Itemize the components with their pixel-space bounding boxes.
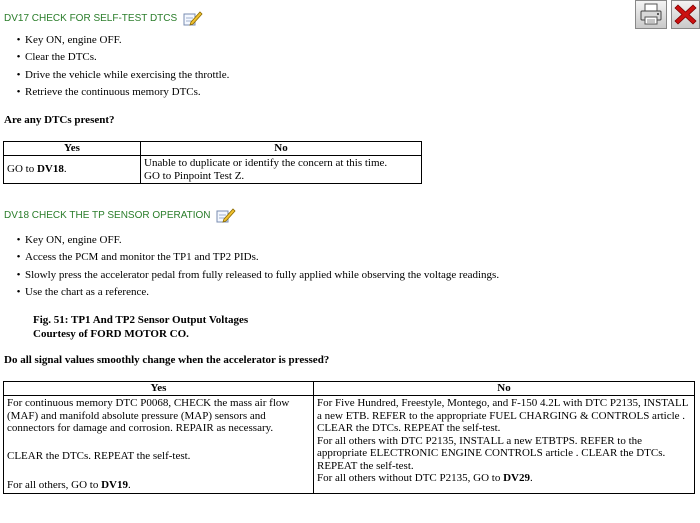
pinpoint-test-link[interactable]: GO to Pinpoint Test Z. (144, 169, 245, 182)
dv18-result-table (3, 381, 695, 494)
dv17-title-text: DV17 CHECK FOR SELF-TEST DTCS (4, 13, 178, 25)
dv18-section-title (4, 207, 236, 224)
close-button[interactable] (671, 0, 700, 29)
pencil-edit-icon[interactable] (183, 10, 203, 27)
table-header-yes: Yes (4, 142, 141, 156)
dv18-link[interactable]: DV18 (36, 163, 64, 176)
figure-caption[interactable]: Fig. 51: TP1 And TP2 Sensor Output Voltages (33, 314, 249, 326)
dv19-link[interactable]: DV19 (101, 479, 128, 491)
dv18-yes-cell: For continuous memory DTC P0068, CHECK the mass air flow (MAF) and manifold absolute pressure (MAP) sensors and connectors for damage and corrosion. REPAIR as necessary. CLEAR the DTCs. REPEAT the self-test. For all others, GO to DV19. (4, 396, 314, 494)
table-row (4, 396, 695, 494)
list-item: • Slowly press the accelerator pedal from fully released to fully applied while observing the voltage readings. (12, 267, 499, 284)
dv18-question: Do all signal values smoothly change when the accelerator is pressed? (4, 354, 330, 366)
list-item: • Key ON, engine OFF. (12, 32, 229, 49)
dv18-no-cell: For Five Hundred, Freestyle, Montego, and F-150 4.2L with DTC P2135, INSTALL a new ETB. REFER to the appropriate FUEL CHARGING & CONTROLS article . CLEAR the DTCs. REPEAT the self-test. For all others with DTC P2135, INSTALL a new ETBTPS. REFER to the appropriate ELECTRONIC ENGINE CONTROLS article . CLEAR the DTCs. REPEAT the self-test. For all others without DTC P2135, GO to DV29. (314, 396, 695, 494)
list-item: • Access the PCM and monitor the TP1 and TP2 PIDs. (12, 249, 499, 266)
dv17-section-title (4, 10, 203, 27)
table-header-no: No (314, 382, 695, 396)
table-header-no: No (141, 142, 422, 156)
printer-icon (636, 1, 666, 28)
table-row (4, 156, 422, 184)
list-item: • Retrieve the continuous memory DTCs. (12, 84, 229, 101)
dv17-question: Are any DTCs present? (4, 114, 115, 126)
pencil-edit-icon[interactable] (216, 207, 236, 224)
dv29-link[interactable]: DV29 (503, 472, 530, 484)
list-item: • Drive the vehicle while exercising the throttle. (12, 67, 229, 84)
dv18-title-text: DV18 CHECK THE TP SENSOR OPERATION (4, 210, 211, 222)
figure-caption-block (33, 313, 248, 341)
table-header-yes: Yes (4, 382, 314, 396)
close-x-icon (672, 1, 699, 28)
list-item: • Clear the DTCs. (12, 49, 229, 66)
list-item: • Use the chart as a reference. (12, 284, 499, 301)
list-item: • Key ON, engine OFF. (12, 232, 499, 249)
dv17-step-list (12, 32, 229, 101)
dv17-no-cell: Unable to duplicate or identify the concern at this time. GO to Pinpoint Test Z. (141, 156, 422, 184)
dv18-step-list (12, 232, 499, 301)
dv17-yes-cell: GO to DV18. (4, 156, 141, 184)
print-button[interactable] (635, 0, 667, 29)
dv17-result-table (3, 141, 422, 184)
figure-credit: Courtesy of FORD MOTOR CO. (33, 328, 189, 340)
